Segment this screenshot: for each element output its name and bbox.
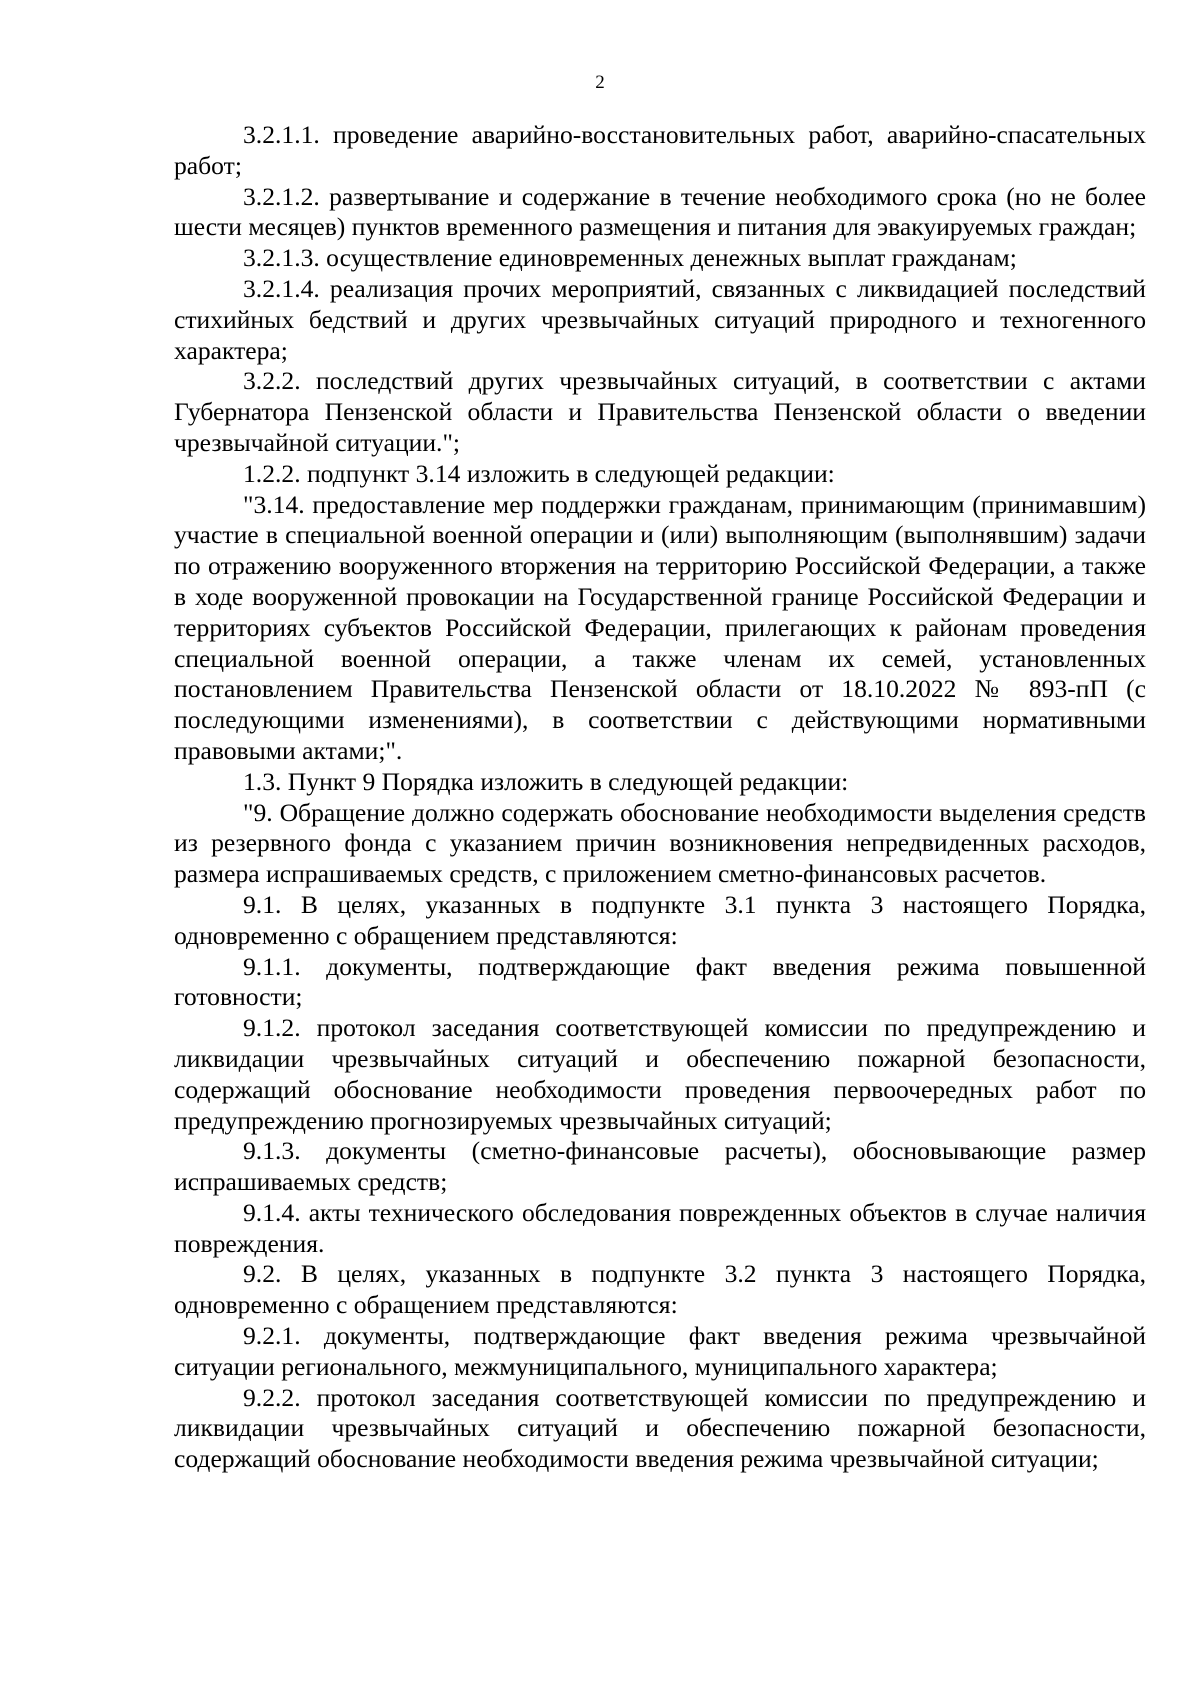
paragraph-9-1-2: 9.1.2. протокол заседания соответствующей комиссии по предупреждению и ликвидации чрезвычайных ситуаций и обеспечению пожарной безопасности, содержащий обоснование необходимости проведения первоочередных работ по предупреждению прогнозируемых чрезвычайных ситуаций;	[174, 1013, 1146, 1135]
paragraph-3-2-1-3: 3.2.1.3. осуществление единовременных денежных выплат гражданам;	[243, 243, 1017, 273]
paragraph-9-2-2: 9.2.2. протокол заседания соответствующей комиссии по предупреждению и ликвидации чрезвычайных ситуаций и обеспечению пожарной безопасности, содержащий обоснование необходимости введения режима чрезвычайной ситуации;	[174, 1382, 1146, 1474]
paragraph-1-2-2: 1.2.2. подпункт 3.14 изложить в следующей редакции:	[243, 458, 835, 488]
paragraph-3-2-1-2: 3.2.1.2. развертывание и содержание в течение необходимого срока (но не более шести месяцев) пунктов временного размещения и питания для эвакуируемых граждан;	[174, 181, 1146, 242]
paragraph-3-2-1-4: 3.2.1.4. реализация прочих мероприятий, связанных с ликвидацией последствий стихийных бедствий и других чрезвычайных ситуаций природного и техногенного характера;	[174, 273, 1146, 365]
paragraph-9-1-3: 9.1.3. документы (сметно-финансовые расчеты), обосновывающие размер испрашиваемых средств;	[174, 1136, 1146, 1197]
paragraph-9: "9. Обращение должно содержать обоснование необходимости выделения средств из резервного фонда с указанием причин возникновения непредвиденных расходов, размера испрашиваемых средств, с приложением сметно-финансовых расчетов.	[174, 797, 1146, 889]
paragraph-3-2-2: 3.2.2. последствий других чрезвычайных ситуаций, в соответствии с актами Губернатора Пензенской области и Правительства Пензенской области о введении чрезвычайной ситуации.";	[174, 366, 1146, 457]
paragraph-3-14: "3.14. предоставление мер поддержки гражданам, принимающим (принимавшим) участие в специальной военной операции и (или) выполняющим (выполнявшим) задачи по отражению вооруженного вторжения на территорию Российской Федерации, а также в ходе вооруженной провокации на Государственной границе Российской Федерации и территориях субъектов Российской Федерации, прилегающих к районам проведения специальной военной операции, а также членам их семей, установленных постановлением Правительства Пензенской области от 18.10.2022 № 893-пП (с последующими изменениями), в соответствии с действующими нормативными правовыми актами;".	[174, 489, 1146, 765]
paragraph-9-2: 9.2. В целях, указанных в подпункте 3.2 пункта 3 настоящего Порядка, одновременно с обращением представляются:	[174, 1259, 1146, 1320]
page-number: 2	[595, 72, 605, 93]
paragraph-3-2-1-1: 3.2.1.1. проведение аварийно-восстановительных работ, аварийно-спасательных работ;	[174, 120, 1146, 180]
paragraph-9-1-4: 9.1.4. акты технического обследования поврежденных объектов в случае наличия повреждения.	[174, 1197, 1146, 1258]
paragraph-1-3: 1.3. Пункт 9 Порядка изложить в следующей редакции:	[243, 766, 849, 796]
document-body	[174, 120, 1146, 1475]
paragraph-9-1-1: 9.1.1. документы, подтверждающие факт введения режима повышенной готовности;	[174, 951, 1146, 1012]
paragraph-9-2-1: 9.2.1. документы, подтверждающие факт введения режима чрезвычайной ситуации регионального, межмуниципального, муниципального характера;	[174, 1321, 1146, 1381]
paragraph-9-1: 9.1. В целях, указанных в подпункте 3.1 пункта 3 настоящего Порядка, одновременно с обращением представляются:	[174, 889, 1146, 950]
